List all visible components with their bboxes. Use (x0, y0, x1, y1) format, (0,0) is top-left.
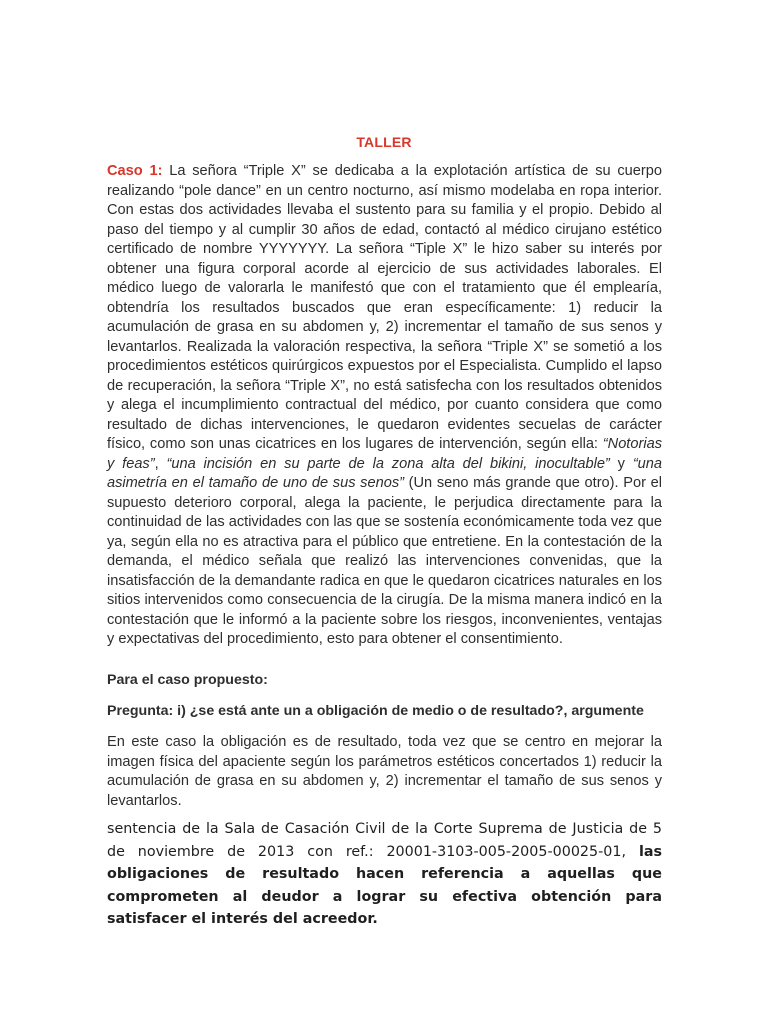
sentence-bold-conclusion: las obligaciones de resultado hacen referencia a aquellas que comprometen al deudor a lograr su efectiva obtención para satisfacer el interés del acreedor. (107, 843, 662, 927)
case-paragraph (107, 162, 662, 650)
case-label: Caso 1: (107, 163, 163, 179)
answer-paragraph: En este caso la obligación es de resultado, toda vez que se centro en mejorar la imagen física del apaciente según los parámetros estéticos concertados 1) reducir la acumulación de grasa en su abdomen y, 2) incrementar el tamaño de sus senos y levantarlos. (107, 734, 662, 809)
case-text-4: (Un seno más grande que otro). Por el supuesto deterioro corporal, alega la paciente, le perjudica directamente para la continuidad de las actividades con las que se sostenía económicamente toda vez que ya, según ella no es atractiva para el público que entretiene. En la contestación de la demanda, el médico señala que realizó las intervenciones convenidas, que la insatisfacción de la demandante radica en que le quedaron cicatrices naturales en los sitios intervenidos como consecuencia de la cirugía. De la misma manera indicó en la contestación que le informó a la paciente sobre los riesgos, inconvenientes, ventajas y expectativas del procedimiento, esto para obtener el consentimiento. (107, 475, 663, 647)
sentence-paragraph (107, 818, 662, 931)
case-quote-2: “una incisión en su parte de la zona alta del bikini, inocultable” (166, 455, 610, 472)
section-heading: Para el caso propuesto: (107, 672, 268, 688)
document-title: TALLER (356, 134, 412, 150)
case-text-2: , (154, 455, 167, 472)
case-quote-3: “una asimetría en el tamaño de uno de sus senos” (107, 455, 663, 491)
case-text-3: y (609, 455, 633, 472)
question-heading: Pregunta: i) ¿se está ante un a obligación de medio o de resultado?, argumente (107, 703, 644, 719)
case-text-1: La señora “Triple X” se dedicaba a la explotación artística de su cuerpo realizando “pole dance” en un centro nocturno, así mismo modelaba en ropa interior. Con estas dos actividades llevaba el sustento para su familia y el propio. Debido al paso del tiempo y al cumplir 30 años de edad, contactó al médico cirujano estético certificado de nombre YYYYYYY. La señora “Tiple X” le hizo saber su interés por obtener una figura corporal acorde al ejercicio de sus actividades laborales. El médico luego de valorarla le manifestó que con el tratamiento que él emplearía, obtendría los resultados buscados que eran específicamente: 1) reducir la acumulación de grasa en su abdomen y, 2) incrementar el tamaño de sus senos y levantarlos. Realizada la valoración respectiva, la señora “Triple X” se sometió a los procedimientos estéticos quirúrgicos expuestos por el Especialista. Cumplido el lapso de recuperación, la señora “Triple X”, no está satisfecha con los resultados obtenidos y alega el incumplimiento contractual del médico, por cuanto considera que como resultado de dichas intervenciones, le quedaron evidentes secuelas de carácter físico, como son unas cicatrices en los lugares de intervención, según ella: (107, 163, 662, 452)
sentence-reference: sentencia de la Sala de Casación Civil de la Corte Suprema de Justicia de 5 de noviembre de 2013 con ref.: 20001-3103-005-2005-00025-01, (107, 821, 662, 860)
case-quote-1: “Notorias y feas” (107, 436, 662, 472)
